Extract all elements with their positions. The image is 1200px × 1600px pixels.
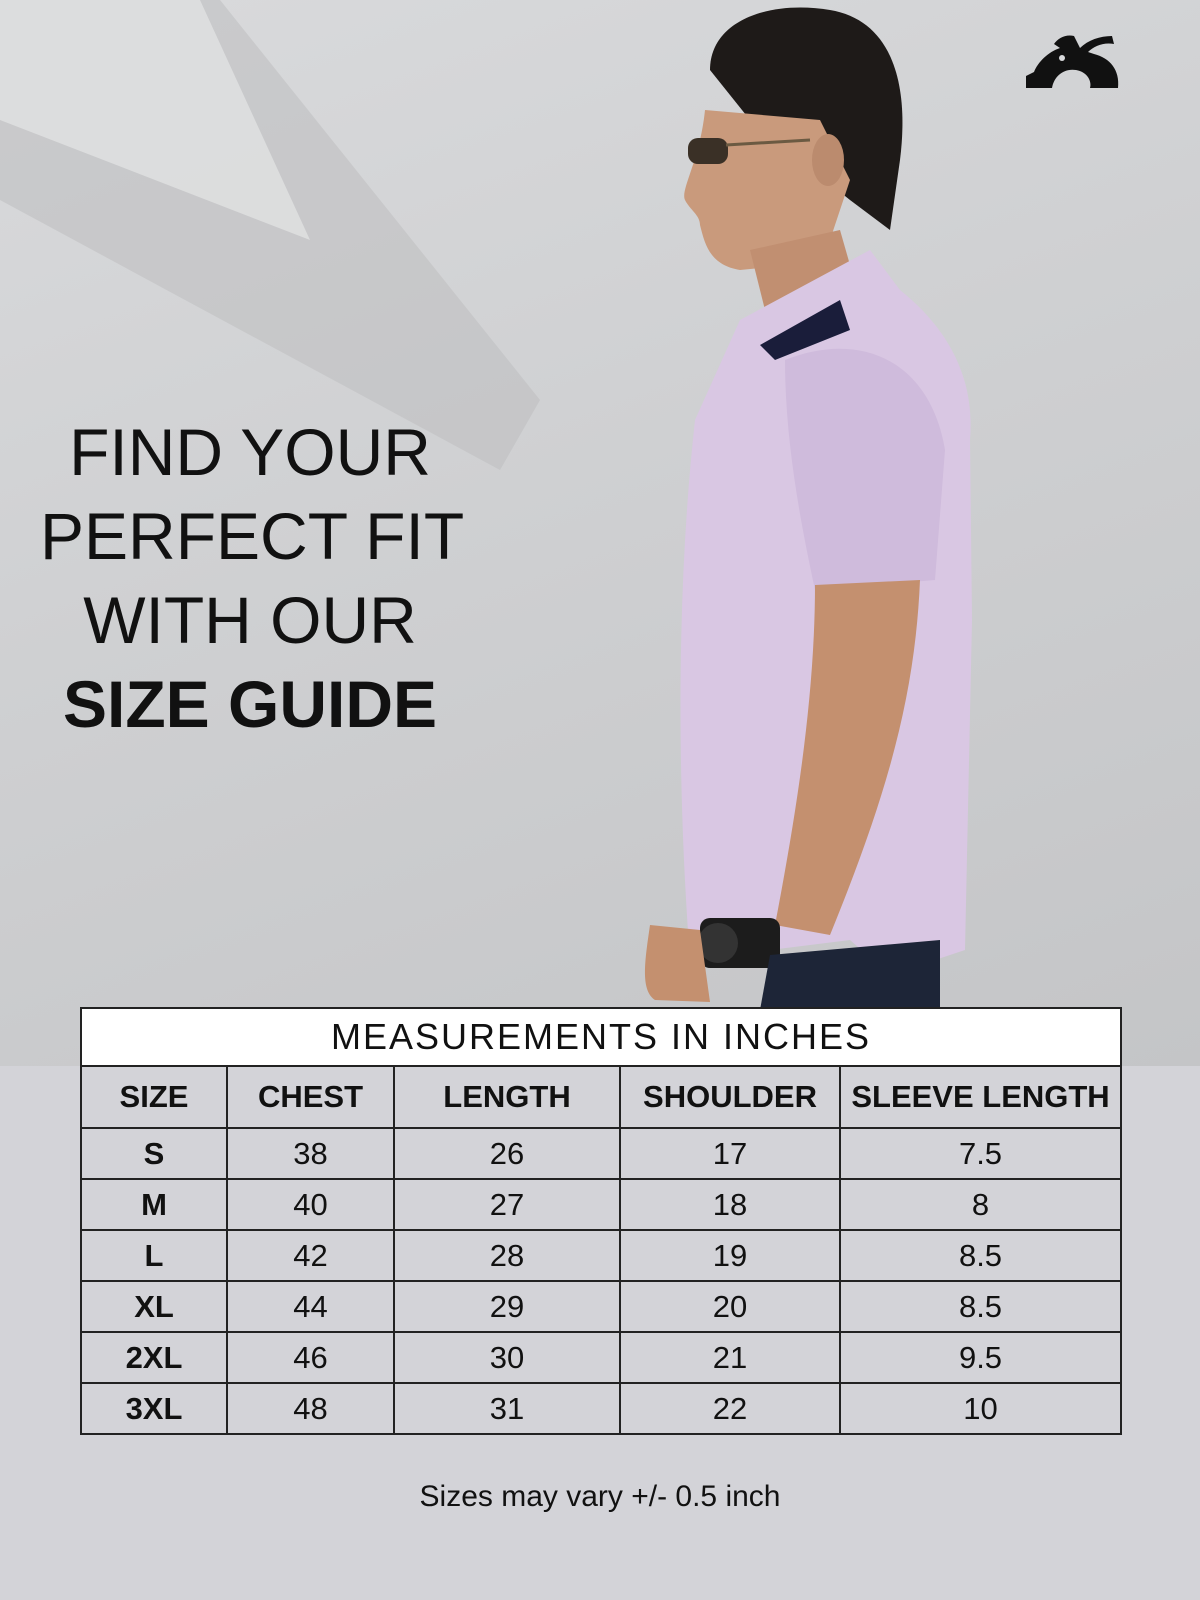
table-row [81, 1383, 1121, 1434]
chest-cell: 38 [227, 1128, 394, 1179]
shoulder-cell: 17 [620, 1128, 840, 1179]
sleeve-length-cell: 7.5 [840, 1128, 1121, 1179]
chest-cell: 46 [227, 1332, 394, 1383]
size-cell: XL [81, 1281, 227, 1332]
sunglasses-icon [688, 138, 728, 164]
size-variance-note: Sizes may vary +/- 0.5 inch [419, 1480, 781, 1513]
rabbit-logo-icon [1024, 28, 1120, 94]
length-cell: 30 [394, 1332, 620, 1383]
shoulder-cell: 19 [620, 1230, 840, 1281]
sleeve-length-cell: 8 [840, 1179, 1121, 1230]
table-caption-row [81, 1008, 1121, 1066]
sleeve-length-cell: 9.5 [840, 1332, 1121, 1383]
size-chart-table [80, 1007, 1122, 1435]
sleeve-length-cell: 10 [840, 1383, 1121, 1434]
length-cell: 31 [394, 1383, 620, 1434]
size-cell: 3XL [81, 1383, 227, 1434]
shoulder-cell: 22 [620, 1383, 840, 1434]
length-cell: 29 [394, 1281, 620, 1332]
size-cell: 2XL [81, 1332, 227, 1383]
sleeve-length-cell: 8.5 [840, 1230, 1121, 1281]
chest-cell: 44 [227, 1281, 394, 1332]
column-header-length: LENGTH [394, 1066, 620, 1128]
model-photo [600, 0, 1020, 1010]
table-caption: MEASUREMENTS IN INCHES [81, 1008, 1121, 1066]
column-header-shoulder: SHOULDER [620, 1066, 840, 1128]
shoulder-cell: 18 [620, 1179, 840, 1230]
table-row [81, 1332, 1121, 1383]
shoulder-cell: 20 [620, 1281, 840, 1332]
length-cell: 27 [394, 1179, 620, 1230]
size-cell: S [81, 1128, 227, 1179]
length-cell: 26 [394, 1128, 620, 1179]
column-header-sleeve-length: SLEEVE LENGTH [840, 1066, 1121, 1128]
table-row [81, 1281, 1121, 1332]
size-cell: M [81, 1179, 227, 1230]
headline-emphasis: SIZE GUIDE [62, 667, 438, 741]
table-header-row [81, 1066, 1121, 1128]
length-cell: 28 [394, 1230, 620, 1281]
headline-line-3: WITH OUR [83, 583, 417, 657]
table-row [81, 1128, 1121, 1179]
size-cell: L [81, 1230, 227, 1281]
headline [40, 410, 465, 746]
headline-line-2: PERFECT FIT [40, 499, 465, 573]
table-row [81, 1179, 1121, 1230]
shoulder-cell: 21 [620, 1332, 840, 1383]
sleeve-length-cell: 8.5 [840, 1281, 1121, 1332]
chest-cell: 42 [227, 1230, 394, 1281]
table-row [81, 1230, 1121, 1281]
column-header-size: SIZE [81, 1066, 227, 1128]
headline-line-1: FIND YOUR [69, 415, 431, 489]
column-header-chest: CHEST [227, 1066, 394, 1128]
chest-cell: 48 [227, 1383, 394, 1434]
chest-cell: 40 [227, 1179, 394, 1230]
